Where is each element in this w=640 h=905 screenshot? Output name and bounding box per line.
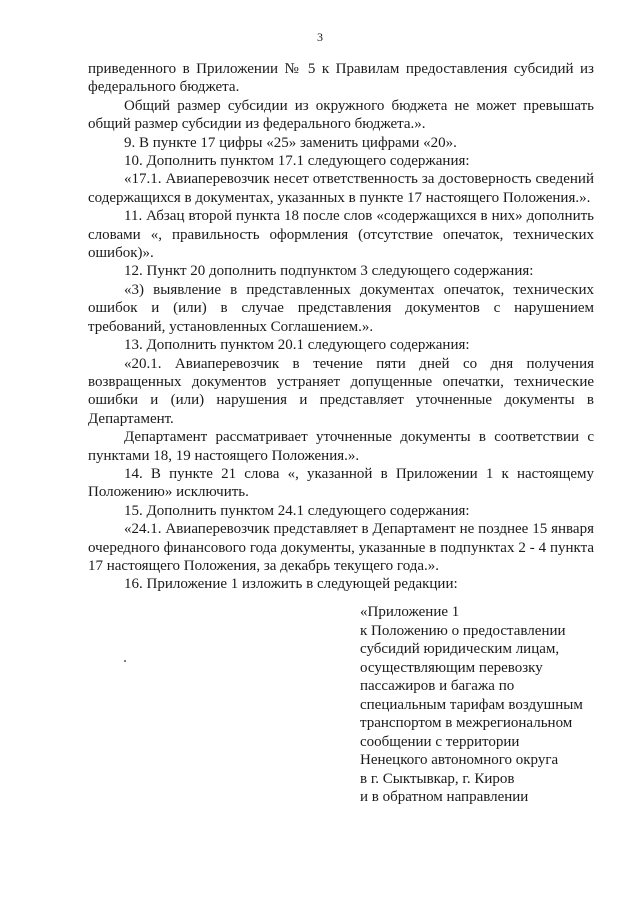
annex-line: специальным тарифам воздушным: [360, 696, 583, 713]
paragraph-item-14: 14. В пункте 21 слова «, указанной в Приложении 1 к настоящему Положению» исключить.: [88, 465, 594, 501]
annex-header: [360, 603, 610, 807]
paragraph-item-9: 9. В пункте 17 цифры «25» заменить цифрами «20».: [124, 134, 457, 151]
page-number: 3: [317, 30, 323, 44]
paragraph-department: Департамент рассматривает уточненные документы в соответствии с пунктами 18, 19 настоящего Положения.».: [88, 429, 594, 464]
paragraph-item-16: 16. Приложение 1 изложить в следующей редакции:: [124, 576, 458, 593]
annex-line: субсидий юридическим лицам,: [360, 641, 560, 657]
paragraph-24-1: «24.1. Авиаперевозчик представляет в Департамент не позднее 15 января очередного финансового года документы, указанные в подпунктах 2 - 4 пункта 17 настоящего Положения, за декабрь текущего года.».: [88, 521, 594, 574]
annex-line: сообщении с территории: [360, 733, 520, 750]
annex-line: «Приложение 1: [360, 604, 460, 620]
paragraph-2: Общий размер субсидии из окружного бюджета не может превышать общий размер субсидии из федерального бюджета.».: [88, 97, 594, 133]
paragraph-item-12: 12. Пункт 20 дополнить подпунктом 3 следующего содержания:: [124, 263, 534, 280]
paragraph-item-10: 10. Дополнить пунктом 17.1 следующего содержания:: [124, 153, 470, 170]
paragraph-subitem-3: «3) выявление в представленных документах опечаток, технических ошибок и (или) в случае представления документов с нарушением требований, установленных Соглашением.».: [88, 281, 594, 335]
paragraph-1: приведенного в Приложении № 5 к Правилам предоставления субсидий из федерального бюджета.: [88, 61, 594, 96]
paragraph-item-15: 15. Дополнить пунктом 24.1 следующего содержания:: [124, 502, 470, 519]
document-body: [88, 60, 594, 594]
annex-line: транспортом в межрегиональном: [360, 715, 573, 731]
annex-line: осуществляющим перевозку: [360, 659, 543, 676]
paragraph-item-13: 13. Дополнить пунктом 20.1 следующего содержания:: [124, 337, 470, 354]
paragraph-20-1: «20.1. Авиаперевозчик в течение пяти дней со дня получения возвращенных документов устраняет допущенные опечатки, технические ошибки и (или) нарушения и представляет уточненные документы в Департамент.: [88, 355, 594, 427]
scan-speck: [124, 660, 126, 662]
annex-line: пассажиров и багажа по: [360, 678, 515, 694]
annex-line: в г. Сыктывкар, г. Киров: [360, 770, 515, 787]
annex-line: к Положению о предоставлении: [360, 622, 566, 639]
paragraph-item-11: 11. Абзац второй пункта 18 после слов «содержащихся в них» дополнить словами «, правильность оформления (отсутствие опечаток, технических ошибок)».: [88, 208, 594, 262]
paragraph-17-1: «17.1. Авиаперевозчик несет ответственность за достоверность сведений содержащихся в документах, указанных в пункте 17 настоящего Положения.».: [88, 171, 594, 206]
annex-line: и в обратном направлении: [360, 789, 529, 805]
annex-line: Ненецкого автономного округа: [360, 752, 559, 768]
